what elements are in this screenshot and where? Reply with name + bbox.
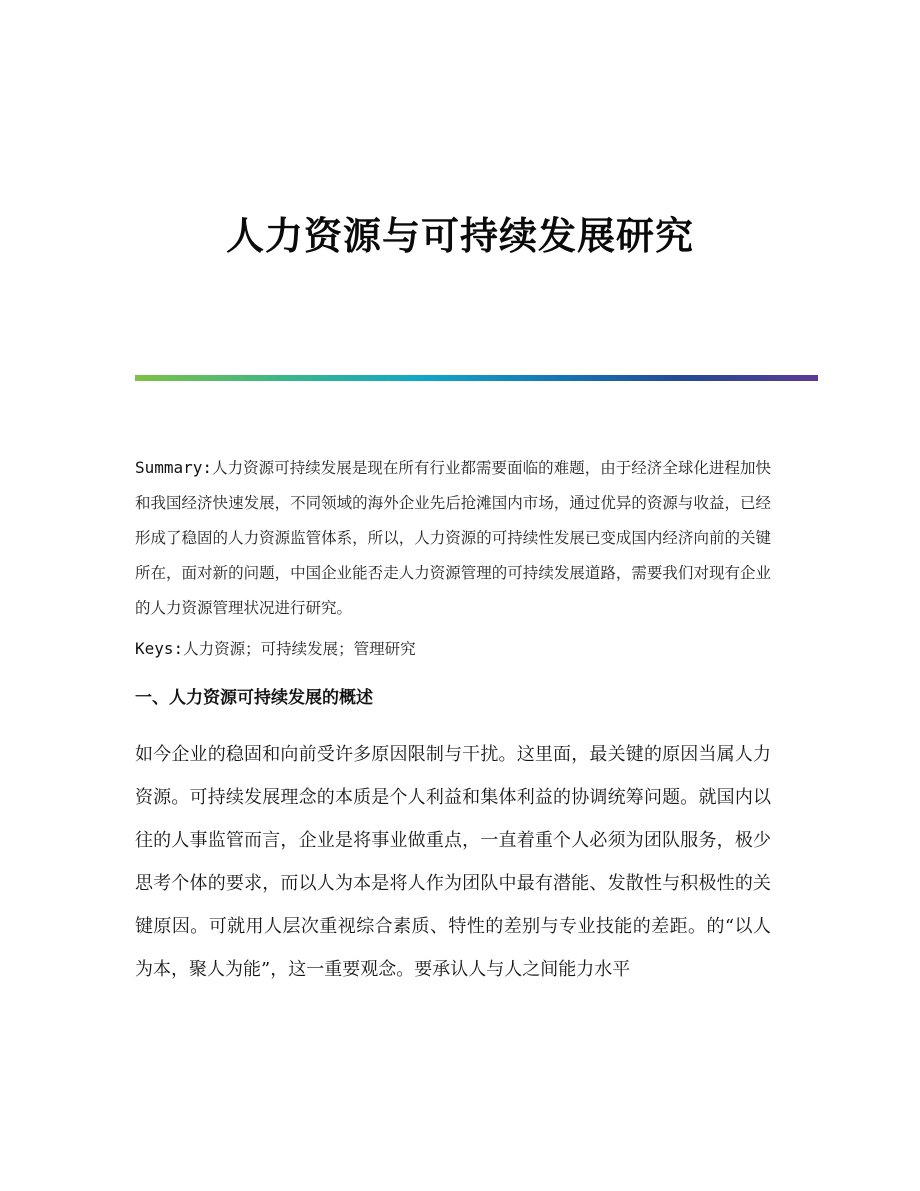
document-title: 人力资源与可持续发展研究	[225, 213, 694, 258]
summary-paragraph	[135, 450, 771, 626]
section-paragraph: 如今企业的稳固和向前受许多原因限制与干扰。这里面，最关键的原因当属人力资源。可持续发展理念的本质是个人利益和集体利益的协调统筹问题。就国内以往的人事监管而言，企业是将事业做重点，一直着重个人必须为团队服务，极少思考个体的要求，而以人为本是将人作为团队中最有潜能、发散性与积极性的关键原因。可就用人层次重视综合素质、特性的差别与专业技能的差距。的“以人为本，聚人为能”，这一重要观念。要承认人与人之间能力水平	[135, 744, 771, 980]
summary-text: 人力资源可持续发展是现在所有行业都需要面临的难题，由于经济全球化进程加快和我国经济快速发展，不同领域的海外企业先后抢滩国内市场，通过优异的资源与收益，已经形成了稳固的人力资源监管体系，所以，人力资源的可持续性发展已变成国内经济向前的关键所在，面对新的问题，中国企业能否走人力资源管理的可持续发展道路，需要我们对现有企业的人力资源管理状况进行研究。	[135, 459, 771, 617]
gradient-divider	[135, 375, 818, 381]
summary-label: Summary:	[135, 458, 213, 477]
keys-label: Keys:	[135, 639, 184, 658]
document-body	[135, 450, 771, 991]
keys-text: 人力资源；可持续发展；管理研究	[183, 640, 416, 658]
section-heading: 一、人力资源可持续发展的概述	[135, 688, 373, 708]
keywords-line	[135, 631, 771, 667]
